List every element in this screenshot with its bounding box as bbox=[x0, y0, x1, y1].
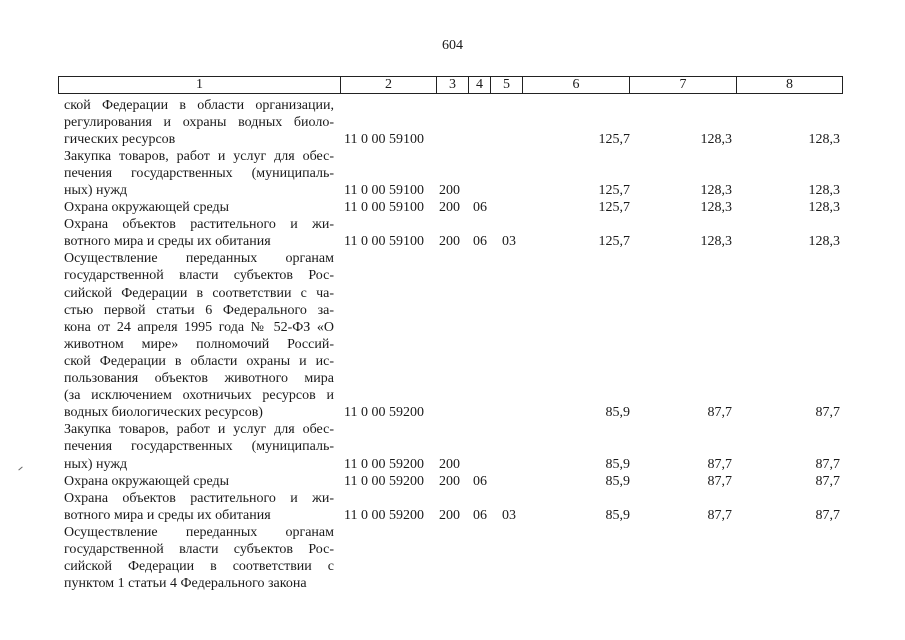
row-name bbox=[64, 97, 334, 148]
row-expense-type: 200 bbox=[439, 456, 460, 472]
row-value-col6: 85,9 bbox=[605, 507, 630, 523]
row-value-col6: 125,7 bbox=[598, 200, 630, 216]
row-code: 11 0 00 59100 bbox=[344, 182, 424, 198]
row-name-line: Охрана объектов растительного и жи- bbox=[64, 217, 334, 233]
row-name bbox=[64, 490, 334, 524]
row-value-col7: 87,7 bbox=[707, 405, 732, 421]
table-row bbox=[0, 216, 905, 250]
row-value-col8: 128,3 bbox=[808, 234, 840, 250]
row-name-line: государственной власти субъектов Рос- bbox=[64, 542, 334, 558]
row-name-line: государственной власти субъектов Рос- bbox=[64, 268, 334, 284]
table-row bbox=[0, 490, 905, 524]
row-name bbox=[64, 473, 334, 490]
row-code: 11 0 00 59200 bbox=[344, 507, 424, 523]
row-value-col7: 128,3 bbox=[700, 200, 732, 216]
row-code: 11 0 00 59200 bbox=[344, 405, 424, 421]
column-header-pr: 5 bbox=[491, 77, 523, 93]
row-value-col8: 128,3 bbox=[808, 182, 840, 198]
row-value-col8: 87,7 bbox=[815, 405, 840, 421]
row-section: 06 bbox=[473, 200, 487, 216]
column-header-year2: 7 bbox=[630, 77, 737, 93]
row-section: 06 bbox=[473, 473, 487, 489]
row-name-line: гических ресурсов bbox=[64, 131, 176, 147]
row-name bbox=[64, 216, 334, 250]
row-value-col8: 87,7 bbox=[815, 473, 840, 489]
row-name-line: вотного мира и среды их обитания bbox=[64, 234, 271, 250]
row-value-col7: 128,3 bbox=[700, 131, 732, 147]
row-expense-type: 200 bbox=[439, 473, 460, 489]
column-header-name: 1 bbox=[59, 77, 341, 93]
row-subsection: 03 bbox=[502, 507, 516, 523]
row-name-line: Охрана окружающей среды bbox=[64, 473, 230, 489]
row-code: 11 0 00 59200 bbox=[344, 473, 424, 489]
row-value-col7: 87,7 bbox=[707, 473, 732, 489]
row-name-line: стью первой статьи 6 Федерального за- bbox=[64, 302, 334, 318]
table-row bbox=[0, 199, 905, 216]
row-name-line: Осуществление переданных органам bbox=[64, 525, 334, 540]
row-name bbox=[64, 199, 334, 216]
row-name-line: регулирования и охраны водных биоло- bbox=[64, 114, 334, 130]
row-name-line: ской Федерации в области организации, bbox=[64, 97, 334, 113]
row-value-col7: 128,3 bbox=[700, 182, 732, 198]
row-value-col8: 87,7 bbox=[815, 456, 840, 472]
table-row bbox=[0, 148, 905, 199]
row-name-line: пользования объектов животного мира bbox=[64, 371, 334, 387]
row-code: 11 0 00 59100 bbox=[344, 234, 424, 250]
row-value-col8: 128,3 bbox=[808, 131, 840, 147]
row-expense-type: 200 bbox=[439, 182, 460, 198]
row-name bbox=[64, 524, 334, 592]
table-row bbox=[0, 97, 905, 148]
row-code: 11 0 00 59100 bbox=[344, 200, 424, 216]
column-header-year1: 6 bbox=[523, 77, 630, 93]
row-expense-type: 200 bbox=[439, 507, 460, 523]
page-number: 604 bbox=[442, 38, 463, 53]
row-name-line: ных) нужд bbox=[64, 456, 128, 472]
row-name-line: вотного мира и среды их обитания bbox=[64, 507, 271, 523]
row-value-col6: 125,7 bbox=[598, 234, 630, 250]
row-name-line: животном мире» полномочий Россий- bbox=[64, 336, 334, 352]
row-expense-type: 200 bbox=[439, 234, 460, 250]
row-value-col7: 128,3 bbox=[700, 234, 732, 250]
row-name-line: сийской Федерации в соответствии с ча- bbox=[64, 285, 334, 301]
row-name-line: водных биологических ресурсов) bbox=[64, 405, 263, 421]
row-value-col6: 125,7 bbox=[598, 182, 630, 198]
row-name-line: печения государственных (муниципаль- bbox=[64, 439, 334, 455]
column-header-year3: 8 bbox=[786, 77, 793, 92]
row-name-line: ных) нужд bbox=[64, 182, 128, 198]
row-name-line: Охрана объектов растительного и жи- bbox=[64, 490, 334, 506]
row-value-col8: 87,7 bbox=[815, 507, 840, 523]
row-name-line: Осуществление переданных органам bbox=[64, 251, 334, 267]
row-value-col6: 85,9 bbox=[605, 405, 630, 421]
table-row bbox=[0, 524, 905, 592]
row-name-line: ской Федерации в области охраны и ис- bbox=[64, 353, 334, 369]
table-row bbox=[0, 473, 905, 490]
row-expense-type: 200 bbox=[439, 200, 460, 216]
row-name-line: кона от 24 апреля 1995 года № 52-ФЗ «О bbox=[64, 319, 334, 335]
row-name-line: печения государственных (муниципаль- bbox=[64, 165, 334, 181]
row-value-col7: 87,7 bbox=[707, 456, 732, 472]
row-code: 11 0 00 59200 bbox=[344, 456, 424, 472]
column-header-rz: 4 bbox=[469, 77, 491, 93]
row-name bbox=[64, 250, 334, 421]
row-name-line: (за исключением охотничьих ресурсов и bbox=[64, 388, 334, 404]
row-value-col7: 87,7 bbox=[707, 507, 732, 523]
row-subsection: 03 bbox=[502, 234, 516, 250]
row-name bbox=[64, 148, 334, 199]
row-name-line: сийской Федерации в соответствии с bbox=[64, 559, 334, 575]
row-value-col8: 128,3 bbox=[808, 200, 840, 216]
row-value-col6: 85,9 bbox=[605, 456, 630, 472]
row-section: 06 bbox=[473, 234, 487, 250]
row-name-line: Закупка товаров, работ и услуг для обес- bbox=[64, 422, 334, 438]
row-value-col6: 125,7 bbox=[598, 131, 630, 147]
row-name-line: Охрана окружающей среды bbox=[64, 200, 230, 216]
table-row bbox=[0, 421, 905, 472]
column-header-vr: 3 bbox=[437, 77, 469, 93]
row-name-line: пунктом 1 статьи 4 Федерального закона bbox=[64, 576, 307, 592]
row-value-col6: 85,9 bbox=[605, 473, 630, 489]
row-section: 06 bbox=[473, 507, 487, 523]
row-code: 11 0 00 59100 bbox=[344, 131, 424, 147]
row-name-line: Закупка товаров, работ и услуг для обес- bbox=[64, 148, 334, 164]
column-header-code: 2 bbox=[341, 77, 437, 93]
table-row bbox=[0, 250, 905, 421]
row-name bbox=[64, 421, 334, 472]
